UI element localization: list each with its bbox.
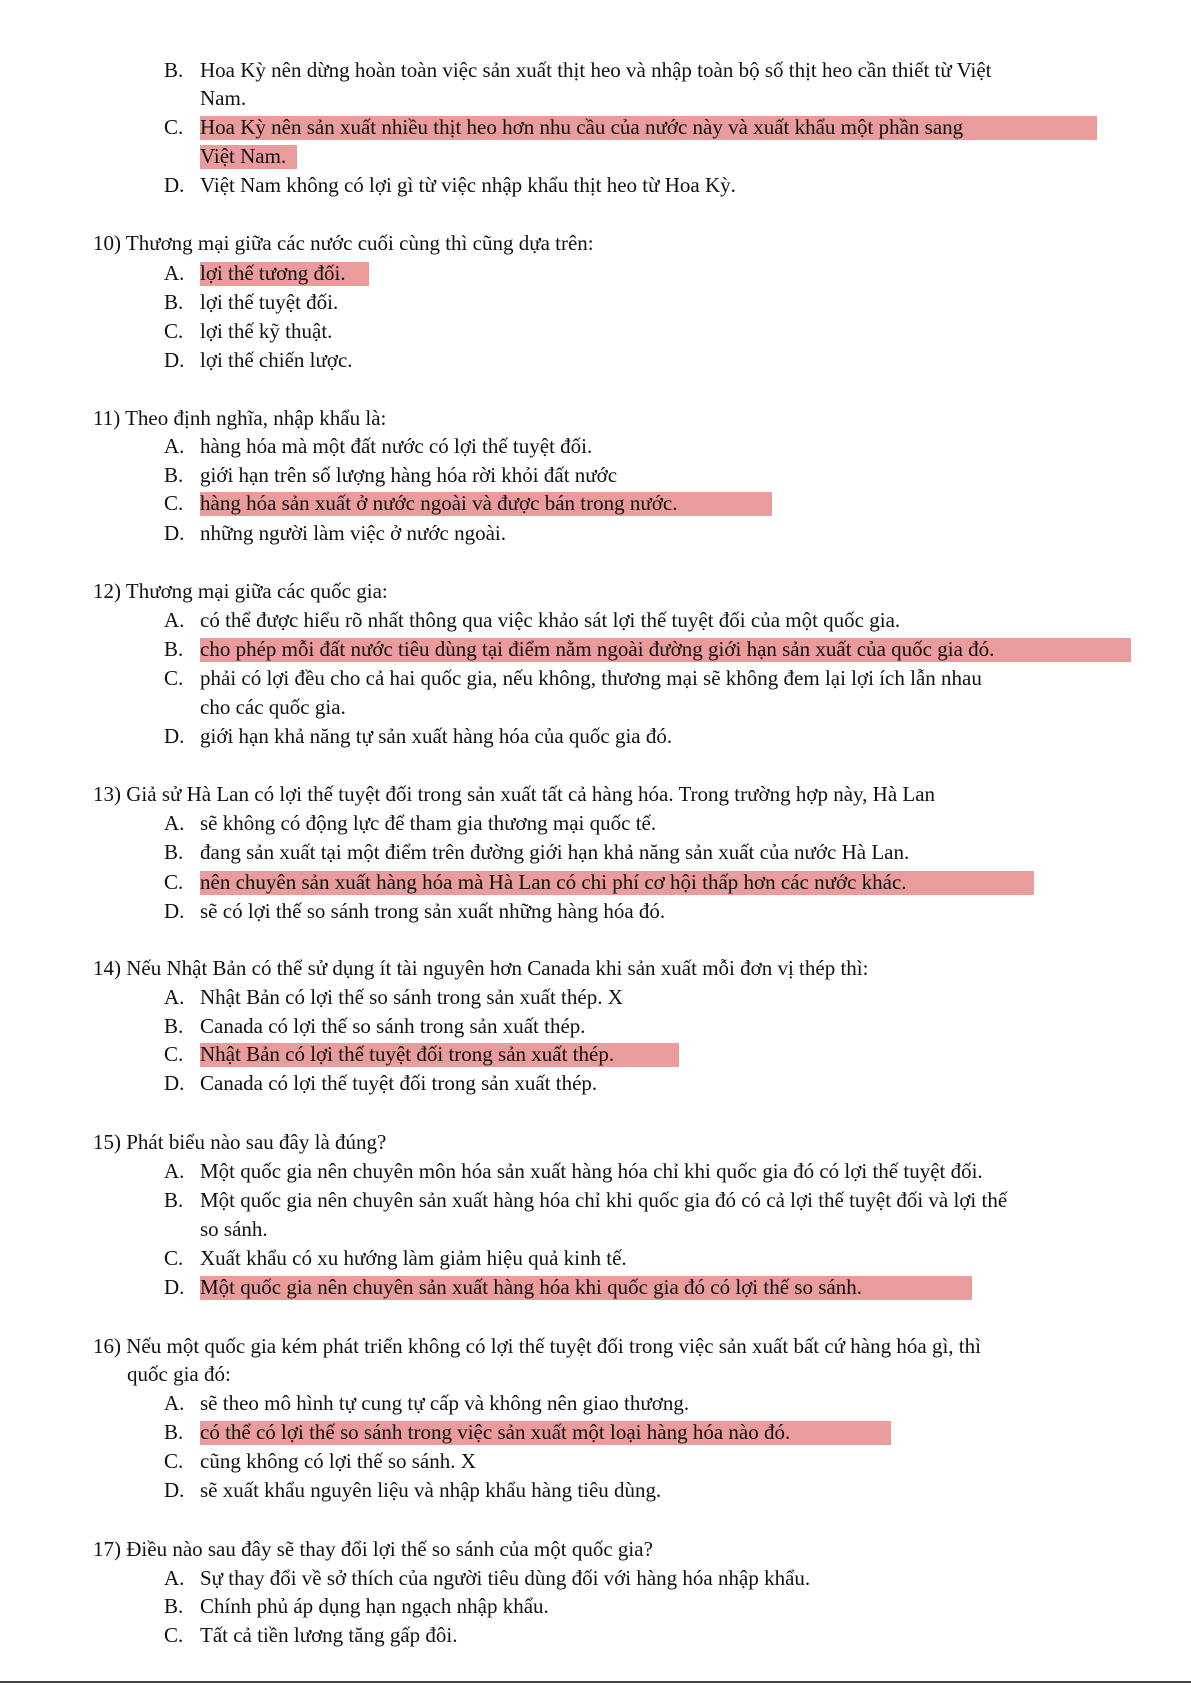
option-text: nên chuyên sản xuất hàng hóa mà Hà Lan có chi phí cơ hội thấp hơn các nước khác. (200, 870, 907, 894)
q13-question: 13) Giả sử Hà Lan có lợi thế tuyệt đối trong sản xuất tất cả hàng hóa. Trong trường hợp này, Hà Lan (93, 782, 936, 806)
option-letter: D. (164, 348, 185, 372)
option-letter: C. (164, 319, 184, 343)
option-text: Chính phủ áp dụng hạn ngạch nhập khẩu. (200, 1594, 549, 1618)
q15-option-b (164, 1187, 1007, 1213)
q15-option-c (164, 1245, 627, 1271)
q14-option-b (164, 1013, 586, 1039)
option-text: có thể có lợi thế so sánh trong việc sản xuất một loại hàng hóa nào đó. (200, 1420, 791, 1444)
option-text: Hoa Kỳ nên dừng hoàn toàn việc sản xuất thịt heo và nhập toàn bộ số thịt heo cần thiết từ Việt (200, 58, 992, 82)
option-letter: C. (164, 870, 184, 894)
option-letter: B. (164, 1420, 184, 1444)
option-text: Canada có lợi thế tuyệt đối trong sản xuất thép. (200, 1071, 598, 1095)
option-text: lợi thế tương đối. (200, 261, 346, 285)
option-letter: A. (164, 985, 185, 1009)
q16-option-a (164, 1390, 689, 1416)
option-letter: B. (164, 1188, 184, 1212)
option-letter: D. (164, 1478, 185, 1502)
option-text: Canada có lợi thế so sánh trong sản xuất thép. (200, 1014, 586, 1038)
q9-option-b-cont: Nam. (200, 86, 247, 110)
q10-option-d (164, 347, 353, 373)
option-letter: C. (164, 1042, 184, 1066)
q12-option-a (164, 607, 900, 633)
option-text: lợi thế chiến lược. (200, 348, 353, 372)
q9-option-c-cont: Việt Nam. (200, 144, 287, 168)
option-letter: D. (164, 1275, 185, 1299)
option-letter: A. (164, 1159, 185, 1183)
option-text: có thể được hiểu rõ nhất thông qua việc khảo sát lợi thế tuyệt đối của một quốc gia. (200, 608, 901, 632)
option-text: sẽ theo mô hình tự cung tự cấp và không nên giao thương. (200, 1391, 690, 1415)
option-text: sẽ xuất khẩu nguyên liệu và nhập khẩu hàng tiêu dùng. (200, 1478, 662, 1502)
option-letter: B. (164, 637, 184, 661)
option-text: Tất cả tiền lương tăng gấp đôi. (200, 1623, 458, 1647)
q9-option-b (164, 57, 992, 83)
q12-option-c-cont: cho các quốc gia. (200, 695, 346, 719)
option-letter: B. (164, 840, 184, 864)
option-letter: A. (164, 261, 185, 285)
q11-question: 11) Theo định nghĩa, nhập khẩu là: (93, 406, 387, 430)
option-letter: A. (164, 811, 185, 835)
page-bottom-border (0, 1681, 1191, 1683)
q17-question: 17) Điều nào sau đây sẽ thay đổi lợi thế so sánh của một quốc gia? (93, 1537, 653, 1561)
option-text: Nhật Bản có lợi thế so sánh trong sản xuất thép. X (200, 985, 623, 1009)
q15-option-d (164, 1274, 862, 1300)
option-text: Xuất khẩu có xu hướng làm giảm hiệu quả kinh tế. (200, 1246, 627, 1270)
option-text: cũng không có lợi thế so sánh. X (200, 1449, 476, 1473)
option-text: Nhật Bản có lợi thế tuyệt đối trong sản xuất thép. (200, 1042, 615, 1066)
q15-question: 15) Phát biểu nào sau đây là đúng? (93, 1130, 387, 1154)
option-letter: A. (164, 608, 185, 632)
option-letter: C. (164, 1246, 184, 1270)
option-text: Hoa Kỳ nên sản xuất nhiều thịt heo hơn nhu cầu của nước này và xuất khẩu một phần sang (200, 115, 964, 139)
option-letter: C. (164, 115, 184, 139)
q12-option-c (164, 665, 982, 691)
option-letter: A. (164, 434, 185, 458)
q13-option-c (164, 869, 907, 895)
q11-option-d (164, 520, 506, 546)
q10-option-b (164, 289, 338, 315)
q10-question: 10) Thương mại giữa các nước cuối cùng thì cũng dựa trên: (93, 231, 594, 255)
q13-option-a (164, 810, 656, 836)
option-letter: D. (164, 173, 185, 197)
q16-question-cont: quốc gia đó: (127, 1362, 231, 1386)
option-text: Việt Nam không có lợi gì từ việc nhập khẩu thịt heo từ Hoa Kỳ. (200, 173, 736, 197)
option-text: giới hạn trên số lượng hàng hóa rời khỏi đất nước (200, 463, 618, 487)
option-text: hàng hóa mà một đất nước có lợi thế tuyệt đối. (200, 434, 593, 458)
option-text: cho phép mỗi đất nước tiêu dùng tại điểm nằm ngoài đường giới hạn sản xuất của quốc gia đó. (200, 637, 995, 661)
option-text: lợi thế tuyệt đối. (200, 290, 339, 314)
q10-option-a (164, 260, 346, 286)
option-text: Sự thay đổi về sở thích của người tiêu dùng đối với hàng hóa nhập khẩu. (200, 1566, 811, 1590)
option-letter: B. (164, 58, 184, 82)
q14-option-c (164, 1041, 614, 1067)
option-letter: D. (164, 521, 185, 545)
option-letter: B. (164, 1594, 184, 1618)
q14-option-a (164, 984, 623, 1010)
option-text: Một quốc gia nên chuyên sản xuất hàng hóa khi quốc gia đó có lợi thế so sánh. (200, 1275, 862, 1299)
q12-option-b (164, 636, 994, 662)
q14-question: 14) Nếu Nhật Bản có thể sử dụng ít tài nguyên hơn Canada khi sản xuất mỗi đơn vị thép thì: (93, 956, 869, 980)
option-text: phải có lợi đều cho cả hai quốc gia, nếu không, thương mại sẽ không đem lại lợi ích lẫn nhau (200, 666, 982, 690)
option-text: Một quốc gia nên chuyên sản xuất hàng hóa chỉ khi quốc gia đó có cả lợi thế tuyệt đối và lợi thế (200, 1188, 1008, 1212)
q11-option-b (164, 462, 617, 488)
q16-option-d (164, 1477, 661, 1503)
option-letter: A. (164, 1391, 185, 1415)
q16-question: 16) Nếu một quốc gia kém phát triển không có lợi thế tuyệt đối trong việc sản xuất bất cứ hàng hóa gì, thì (93, 1334, 981, 1358)
q11-option-c (164, 490, 677, 516)
option-letter: B. (164, 290, 184, 314)
q17-option-a (164, 1565, 810, 1591)
q15-option-a (164, 1158, 983, 1184)
option-letter: C. (164, 1623, 184, 1647)
q13-option-b (164, 839, 909, 865)
option-text: đang sản xuất tại một điểm trên đường giới hạn khả năng sản xuất của nước Hà Lan. (200, 840, 910, 864)
option-text: sẽ không có động lực để tham gia thương mại quốc tế. (200, 811, 657, 835)
q9-option-d (164, 172, 736, 198)
q17-option-b (164, 1593, 549, 1619)
q12-question: 12) Thương mại giữa các quốc gia: (93, 579, 388, 603)
option-text: Một quốc gia nên chuyên môn hóa sản xuất hàng hóa chỉ khi quốc gia đó có lợi thế tuyệt đối. (200, 1159, 983, 1183)
option-letter: B. (164, 463, 184, 487)
option-letter: A. (164, 1566, 185, 1590)
q12-option-d (164, 723, 672, 749)
q14-option-d (164, 1070, 597, 1096)
option-text: lợi thế kỹ thuật. (200, 319, 333, 343)
q11-option-a (164, 433, 592, 459)
option-letter: B. (164, 1014, 184, 1038)
q16-option-b (164, 1419, 790, 1445)
option-letter: C. (164, 666, 184, 690)
option-text: những người làm việc ở nước ngoài. (200, 521, 506, 545)
q17-option-c (164, 1622, 458, 1648)
q10-option-c (164, 318, 332, 344)
q15-option-b-cont: so sánh. (200, 1217, 268, 1241)
option-letter: D. (164, 899, 185, 923)
q9-option-c (164, 114, 963, 140)
q13-option-d (164, 898, 665, 924)
option-text: hàng hóa sản xuất ở nước ngoài và được bán trong nước. (200, 491, 678, 515)
option-text: sẽ có lợi thế so sánh trong sản xuất những hàng hóa đó. (200, 899, 666, 923)
option-letter: D. (164, 724, 185, 748)
option-text: giới hạn khả năng tự sản xuất hàng hóa của quốc gia đó. (200, 724, 673, 748)
option-letter: C. (164, 1449, 184, 1473)
q16-option-c (164, 1448, 476, 1474)
option-letter: C. (164, 491, 184, 515)
option-letter: D. (164, 1071, 185, 1095)
